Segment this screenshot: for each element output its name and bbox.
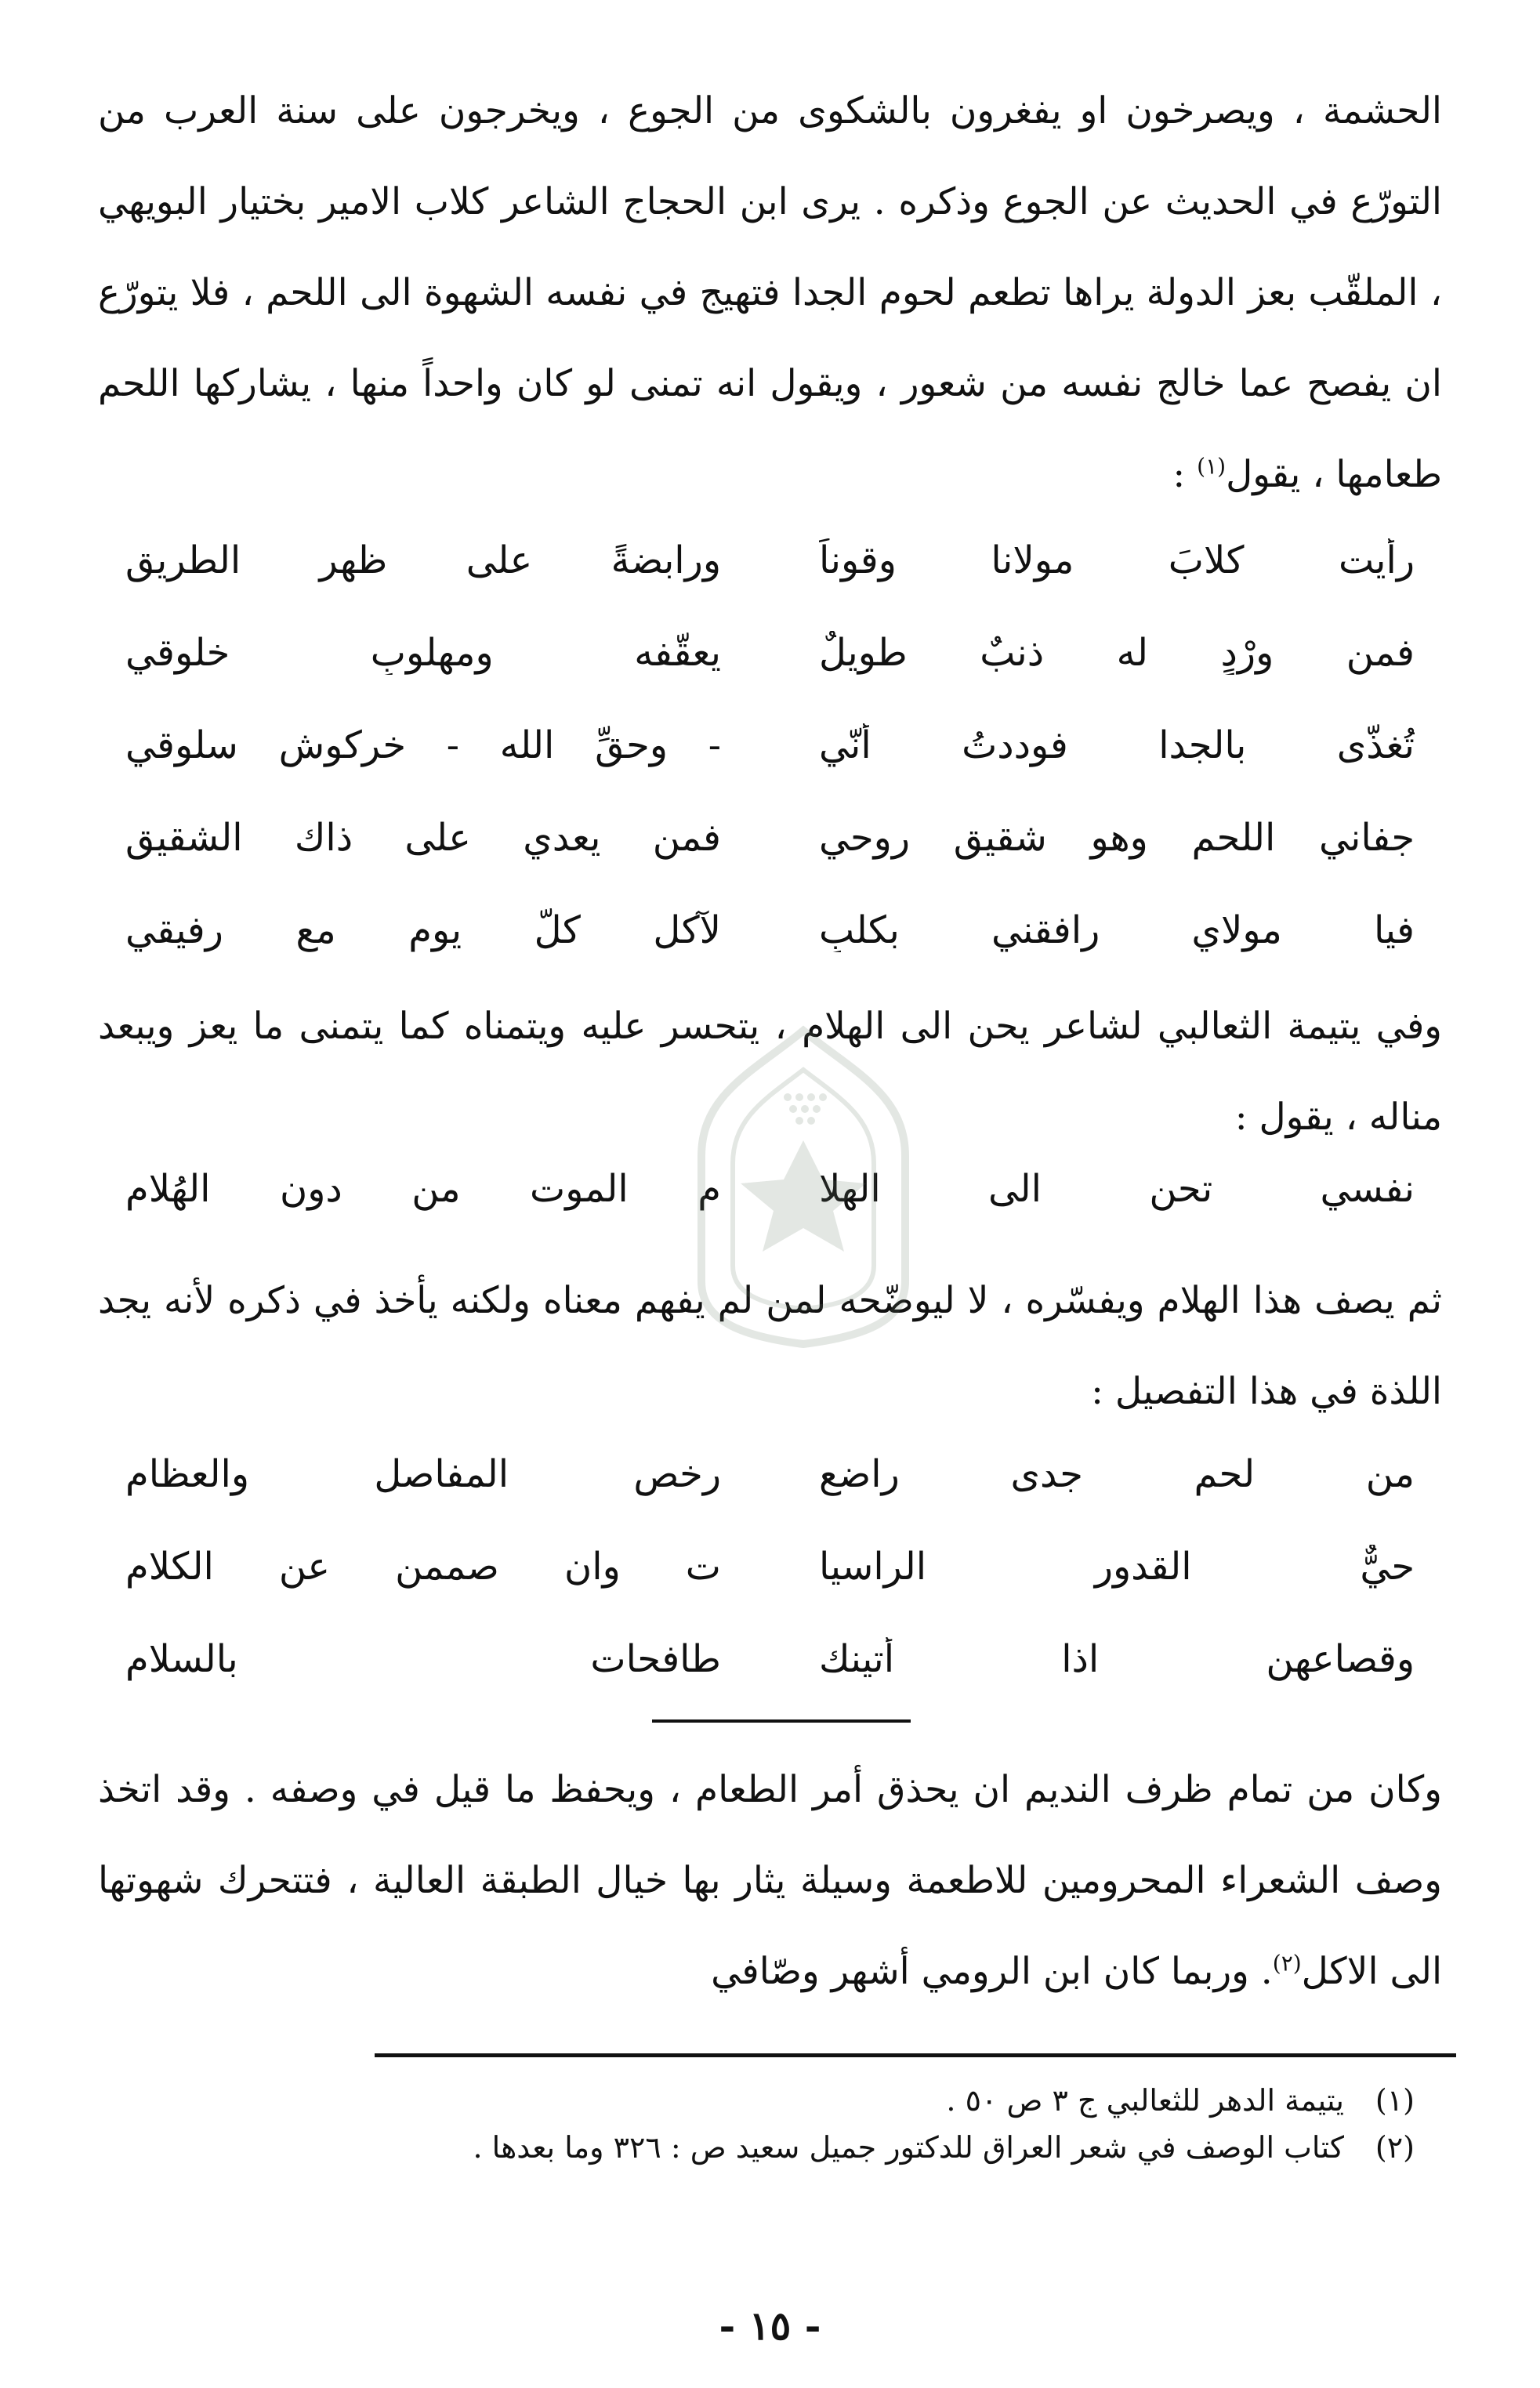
paragraph-4-text: وكان من تمام ظرف النديم ان يحذق أمر الطعام ، ويحفظ ما قيل في وصفه . وقد اتخذ وصف الشعراء المحرومين للاطعمة وسيلة يثار بها خيال الطبقة العالية ، فتتحرك شهوتها الى الاكل: [98, 1768, 1442, 1993]
verse-second-hemistich: ت وان صممن عن الكلام: [125, 1545, 721, 1589]
page-number: - ١٥ -: [719, 2303, 821, 2349]
verse-second-hemistich: - وحقِّ الله - خركوش سلوقي: [125, 723, 721, 767]
footnote-number: (١): [1375, 2083, 1415, 2118]
verse: [125, 514, 1415, 607]
footnote-number: (٢): [1375, 2130, 1415, 2165]
verse-second-hemistich: لآكل كلَّ يوم مع رفيقي: [125, 908, 721, 952]
paragraph-3: [98, 1256, 1442, 1437]
footnote: [98, 2124, 1415, 2171]
verse-first-hemistich: تُغذّى بالجدا فوددتُ أنّي: [819, 723, 1415, 767]
footnote: [98, 2077, 1415, 2124]
footnotes: [98, 2077, 1415, 2171]
verse-second-hemistich: ورابضةً على ظهر الطريق: [125, 538, 721, 582]
paragraph-3-text: ثم يصف هذا الهلام ويفسّره ، لا ليوضّحه لمن لم يفهم معناه ولكنه يأخذ في ذكره لأنه يجد اللذة في هذا التفصيل :: [98, 1279, 1442, 1413]
verse: [125, 1143, 1415, 1235]
verse-second-hemistich: فمن يعدي على ذاك الشقيق: [125, 816, 721, 860]
verse: [125, 1520, 1415, 1613]
verse-first-hemistich: نفسي تحن الى الهلا: [819, 1167, 1415, 1211]
verse: [125, 792, 1415, 884]
paragraph-2: [98, 981, 1442, 1163]
paragraph-4-end: . وربما كان ابن الرومي أشهر وصّافي: [711, 1950, 1273, 1993]
footnote-ref-2: (٢): [1272, 1950, 1302, 1977]
footnote-separator: [375, 2053, 1456, 2057]
paragraph-4: [98, 1745, 1442, 2017]
verse-second-hemistich: طافحات بالسلام: [125, 1637, 721, 1681]
verse-first-hemistich: جفاني اللحم وهو شقيق روحي: [819, 816, 1415, 860]
verse-first-hemistich: رأيت كلابَ مولانا وقوناً: [819, 538, 1415, 582]
footnote-ref-1: (١): [1197, 453, 1227, 480]
paragraph-1-text: الحشمة ، ويصرخون او يفغرون بالشكوى من الجوع ، ويخرجون على سنة العرب من التورّع في الحديث عن الجوع وذكره . يرى ابن الحجاج الشاعر كلاب الامير بختيار البويهي ، الملقّب بعز الدولة يراها تطعم لحوم الجدا فتهيج في نفسه الشهوة الى اللحم ، فلا يتورّع ان يفصح عما خالج نفسه من شعور ، ويقول انه تمنى لو كان واحداً منها ، يشاركها اللحم طعامها ، يقول: [98, 89, 1442, 496]
verse: [125, 1613, 1415, 1705]
verse: [125, 1428, 1415, 1520]
verse: [125, 699, 1415, 792]
poem-3: [125, 1428, 1415, 1705]
verse: [125, 884, 1415, 977]
poem-1: [125, 514, 1415, 977]
verse-first-hemistich: حيٌّ القدور الراسيا: [819, 1545, 1415, 1589]
verse-first-hemistich: وقصاعهن اذا أتينك: [819, 1637, 1415, 1681]
verse-first-hemistich: فيا مولاي رافقني بكلبٍ: [819, 908, 1415, 952]
paragraph-2-text: وفي يتيمة الثعالبي لشاعر يحن الى الهلام ، يتحسر عليه ويتمناه كما يتمنى ما يعز ويبعد مناله ، يقول :: [98, 1005, 1442, 1139]
verse-first-hemistich: فمن ورْدٍ له ذنبٌ طويلٌ: [819, 631, 1415, 675]
verse: [125, 607, 1415, 699]
verse-second-hemistich: يعقّفه ومهلوبٍ خلوقي: [125, 631, 721, 675]
section-divider: [652, 1719, 911, 1723]
poem-2: [125, 1143, 1415, 1235]
verse-second-hemistich: م الموت من دون الهُلام: [125, 1167, 721, 1211]
verse-second-hemistich: رخص المفاصل والعظام: [125, 1452, 721, 1496]
verse-first-hemistich: من لحم جدى راضع: [819, 1452, 1415, 1496]
footnote-text: يتيمة الدهر للثعالبي ج ٣ ص ٥٠ .: [946, 2083, 1344, 2118]
paragraph-1: [98, 66, 1442, 520]
paragraph-1-end: :: [1172, 453, 1198, 496]
footnote-text: كتاب الوصف في شعر العراق للدكتور جميل سعيد ص : ٣٢٦ وما بعدها .: [473, 2130, 1344, 2165]
